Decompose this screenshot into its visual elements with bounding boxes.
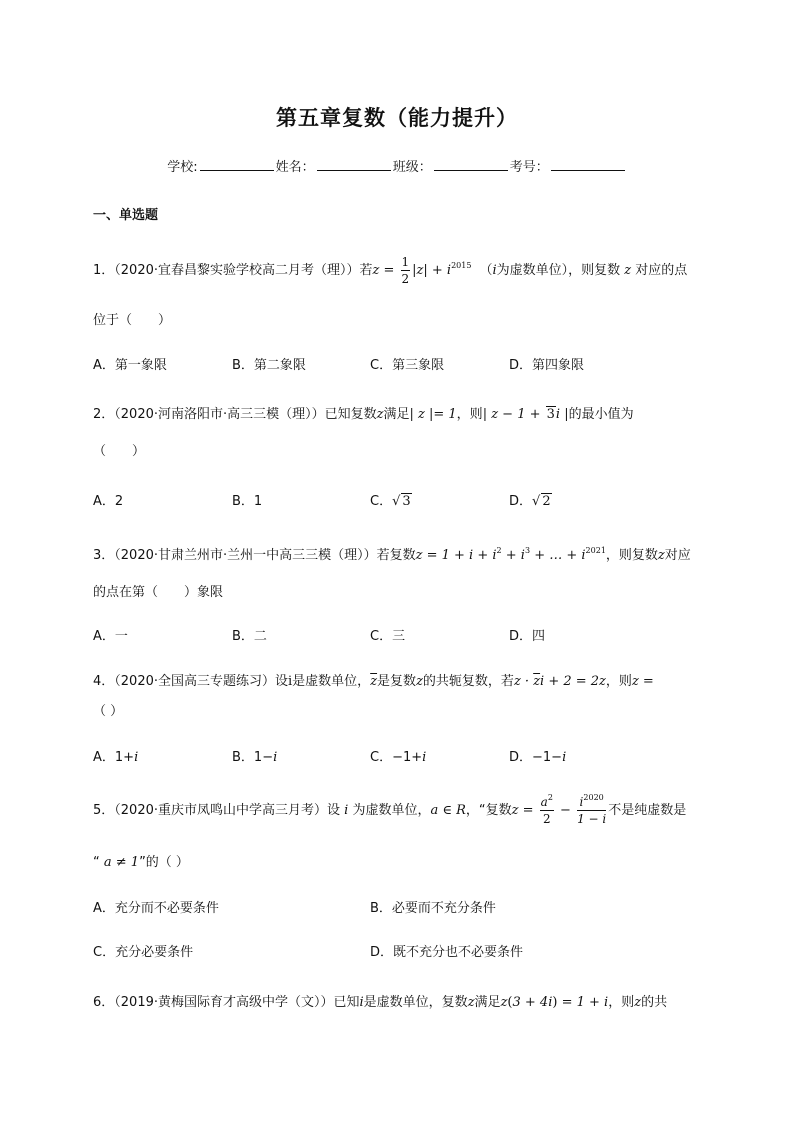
q6-i: i — [359, 995, 364, 1010]
q3-formula: $z = 1 + i + i^2 + i^3$ + … + $i^{2021}$ — [415, 546, 606, 563]
q4-b: 是复数 — [377, 674, 417, 689]
student-info-line — [0, 156, 794, 175]
q1-suffix3: 对应的点 — [635, 263, 688, 278]
q5-i: i — [340, 803, 353, 818]
q4-eq: $z \cdot \overline{z}i + 2 = 2z$ — [513, 674, 606, 689]
name-blank — [317, 158, 391, 171]
school-label: 学校: — [167, 160, 198, 175]
q2-option-c-label: C． — [370, 494, 393, 509]
q3-option-d: D．四 — [509, 629, 546, 644]
question-3-line-1 — [93, 544, 691, 563]
class-blank — [434, 158, 508, 171]
question-2-text: 2．（2020·河南洛阳市·高三三模（理））已知复数 — [93, 407, 377, 422]
q5-option-b: B．必要而不充分条件 — [370, 901, 496, 916]
q2-z: z — [376, 407, 384, 422]
q4-zbar: $\overline{z}$ — [370, 674, 378, 689]
q6-z2: z — [634, 995, 642, 1010]
q3-suffix2: 对应 — [664, 548, 691, 563]
q2-suffix: 的最小值为 — [568, 407, 634, 422]
q2-cond: | z |= 1 — [409, 407, 457, 422]
q2-option-d: D．√ 2 — [509, 494, 551, 509]
q5-c: 不是纯虚数是 — [608, 803, 687, 818]
q5-b: ，“复数 — [465, 803, 512, 818]
q1-option-d: D．第四象限 — [509, 358, 585, 373]
question-5-text: 5．（2020·重庆市凤鸣山中学高三月考）设 — [93, 803, 340, 818]
q4-option-c: C．−1+i — [370, 750, 427, 765]
section-heading: 一、单选题 — [93, 208, 159, 223]
question-4-line-2: （ ） — [93, 704, 124, 719]
q1-suffix: （ — [479, 263, 493, 278]
q3-option-a: A．一 — [93, 629, 128, 644]
q4-zeq: z = — [631, 674, 654, 689]
id-label: 考号： — [509, 160, 549, 175]
question-6-text: 6．（2019·黄梅国际育才高级中学（文））已知 — [93, 995, 360, 1010]
class-label: 班级： — [392, 160, 432, 175]
q1-option-a: A．第一象限 — [93, 358, 167, 373]
q6-d: 的共 — [641, 995, 668, 1010]
q4-a: 是虚数单位， — [292, 674, 371, 689]
question-4-text: 4．（2020·全国高三专题练习）设 — [93, 674, 288, 689]
q1-option-c: C．第三象限 — [370, 358, 445, 373]
q2-option-c: C．√ 3 — [370, 494, 411, 509]
question-3-line-2: 的点在第（ ）象限 — [93, 585, 224, 600]
q4-option-b: B．1−i — [232, 750, 278, 765]
q1-suffix2: 为虚数单位），则复数 — [496, 263, 621, 278]
q6-a: 是虚数单位，复数 — [363, 995, 468, 1010]
q2-option-a: A．2 — [93, 494, 124, 509]
q2-mid2: ，则 — [456, 407, 483, 422]
q5-option-c: C．充分必要条件 — [93, 945, 194, 960]
q5-option-a: A．充分而不必要条件 — [93, 901, 219, 916]
q1-formula: z = $\frac{1}{2}$ $|z| + i^{2015}$ — [372, 255, 472, 286]
q4-option-d-label: D．−1− — [509, 750, 563, 765]
q6-c: ，则 — [608, 995, 635, 1010]
q5-line2b: ”的（ ） — [139, 855, 189, 870]
q3-suffix: ，则复数 — [605, 548, 658, 563]
name-label: 姓名： — [275, 160, 315, 175]
q3-z: z — [657, 548, 665, 563]
q2-mid: 满足 — [383, 407, 410, 422]
q2-option-d-label: D． — [509, 494, 533, 509]
question-3-text: 3．（2020·甘肃兰州市·兰州一中高三三模（理））若复数 — [93, 548, 416, 563]
q5-cond: a ≠ 1 — [99, 855, 140, 870]
q5-formula: z = $\frac{a^2}{2}$ − $\frac{i^{2020}}{1 - i}$ — [511, 793, 607, 826]
q4-option-a: A．1+i — [93, 750, 139, 765]
question-6-line-1 — [93, 991, 667, 1010]
q4-option-a-label: A．1+ — [93, 750, 135, 765]
question-5-line-2 — [93, 851, 189, 870]
q1-option-b: B．第二象限 — [232, 358, 306, 373]
q1-z: z — [620, 263, 636, 278]
q3-option-c: C．三 — [370, 629, 406, 644]
q6-b: 满足 — [474, 995, 501, 1010]
question-2-line-2: （ ） — [93, 444, 146, 459]
q6-z: z — [467, 995, 475, 1010]
q4-option-d: D．−1−i — [509, 750, 567, 765]
q6-formula: z(3 + 4i) = 1 + i — [500, 995, 609, 1010]
id-blank — [551, 158, 625, 171]
question-1-text: 1．（2020·宜春昌黎实验学校高二月考（理））若 — [93, 263, 373, 278]
page-title: 第五章复数（能力提升） — [276, 106, 518, 130]
q5-option-d: D．既不充分也不必要条件 — [370, 945, 524, 960]
q2-expr: | z − 1 + 3i | — [482, 407, 569, 422]
q4-option-b-label: B．1− — [232, 750, 274, 765]
q5-line2a: “ — [93, 855, 100, 870]
question-4-line-1 — [93, 670, 654, 689]
q1-i: i — [492, 263, 497, 278]
q2-option-b: B．1 — [232, 494, 263, 509]
question-1-line-2: 位于（ ） — [93, 313, 172, 328]
q5-a: 为虚数单位， — [352, 803, 431, 818]
school-blank — [200, 158, 274, 171]
q4-i: i — [288, 674, 293, 689]
q4-c: 的共轭复数，若 — [422, 674, 514, 689]
q4-option-c-label: C．−1+ — [370, 750, 423, 765]
q4-d: ，则 — [605, 674, 632, 689]
question-1-line-1 — [93, 256, 687, 285]
q3-option-b: B．二 — [232, 629, 267, 644]
q5-ar: a ∈ R — [430, 803, 466, 818]
q4-z: z — [416, 674, 423, 689]
question-2-line-1 — [93, 403, 634, 422]
question-5-line-1 — [93, 793, 687, 826]
